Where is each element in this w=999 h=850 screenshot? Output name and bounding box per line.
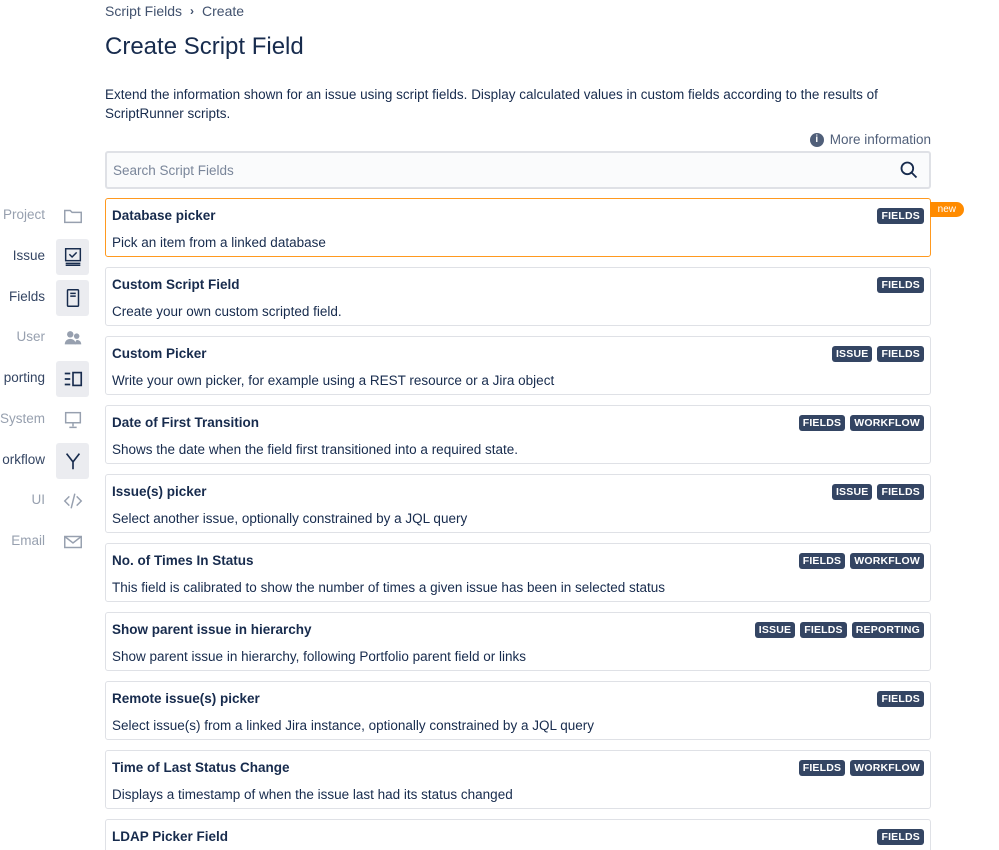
sidebar-item-email[interactable] <box>0 524 92 560</box>
sidebar-item-label: User <box>16 329 45 344</box>
tag-group <box>832 346 924 362</box>
list-item[interactable] <box>105 681 931 740</box>
field-title: LDAP Picker Field <box>112 829 229 844</box>
sidebar-item-label: orkflow <box>2 452 45 467</box>
new-badge: new <box>930 202 964 217</box>
tag-group <box>877 208 924 224</box>
sidebar-item-label: porting <box>3 370 45 385</box>
sidebar-item-workflow[interactable] <box>0 443 92 479</box>
sidebar-item-reporting[interactable] <box>0 361 92 397</box>
sidebar-item-fields[interactable] <box>0 280 92 316</box>
code-icon <box>56 483 89 519</box>
breadcrumb-current: Create <box>202 3 245 19</box>
field-description: Create your own custom scripted field. <box>112 304 342 319</box>
tag-badge: FIELDS <box>877 484 924 500</box>
field-title: Remote issue(s) picker <box>112 691 260 706</box>
tag-group <box>755 622 924 638</box>
sidebar-item-label: Email <box>11 533 45 548</box>
tag-badge: FIELDS <box>877 277 924 293</box>
tag-badge: FIELDS <box>799 760 846 776</box>
field-title: Date of First Transition <box>112 415 260 430</box>
users-icon <box>56 320 89 356</box>
tag-badge: WORKFLOW <box>850 553 924 569</box>
tag-group <box>877 691 924 707</box>
fields-doc-icon <box>56 280 89 316</box>
tag-badge: FIELDS <box>877 208 924 224</box>
tag-group <box>877 829 924 845</box>
field-description: Shows the date when the field first transitioned into a required state. <box>112 442 518 457</box>
tag-badge: WORKFLOW <box>850 760 924 776</box>
workflow-icon <box>56 443 89 479</box>
field-title: Custom Script Field <box>112 277 240 292</box>
list-item[interactable] <box>105 474 931 533</box>
field-title: Issue(s) picker <box>112 484 207 499</box>
list-item[interactable] <box>105 819 931 850</box>
sidebar-item-project[interactable] <box>0 198 92 234</box>
breadcrumb <box>105 3 244 19</box>
page-title: Create Script Field <box>105 33 304 60</box>
tag-badge: ISSUE <box>755 622 796 638</box>
field-description: Select issue(s) from a linked Jira instance, optionally constrained by a JQL query <box>112 718 594 733</box>
sidebar-item-label: Project <box>2 207 45 222</box>
list-item[interactable] <box>105 612 931 671</box>
chevron-right-icon: › <box>190 4 195 18</box>
tag-group <box>799 553 924 569</box>
tag-badge: ISSUE <box>832 484 873 500</box>
info-icon: i <box>810 133 824 147</box>
page-description: Extend the information shown for an issue using script fields. Display calculated values in custom fields according to the results of ScriptRunner scripts. <box>105 87 878 121</box>
field-description: Pick an item from a linked database <box>112 235 326 250</box>
sidebar-item-ui[interactable] <box>0 483 92 519</box>
tag-badge: REPORTING <box>852 622 924 638</box>
sidebar-item-user[interactable] <box>0 320 92 356</box>
sidebar-item-label: System <box>0 411 45 426</box>
field-title: Custom Picker <box>112 346 207 361</box>
reporting-icon <box>56 361 89 397</box>
tag-badge: WORKFLOW <box>850 415 924 431</box>
email-icon <box>56 524 89 560</box>
tag-badge: FIELDS <box>799 415 846 431</box>
list-item[interactable] <box>105 198 956 257</box>
tag-badge: ISSUE <box>832 346 873 362</box>
field-title: Database picker <box>112 208 216 223</box>
list-item[interactable] <box>105 336 931 395</box>
field-description: Write your own picker, for example using a REST resource or a Jira object <box>112 373 555 388</box>
breadcrumb-link-script-fields[interactable]: Script Fields <box>105 3 183 19</box>
field-description: Displays a timestamp of when the issue last had its status changed <box>112 787 513 802</box>
folder-icon <box>56 198 89 234</box>
more-information-label: More information <box>829 132 931 147</box>
issue-screen-icon <box>56 239 89 275</box>
tag-group <box>832 484 924 500</box>
tag-badge: FIELDS <box>877 829 924 845</box>
monitor-icon <box>56 402 89 438</box>
tag-group <box>799 760 924 776</box>
list-item[interactable] <box>105 750 931 809</box>
list-item[interactable] <box>105 405 931 464</box>
field-description: Show parent issue in hierarchy, following Portfolio parent field or links <box>112 649 526 664</box>
search-input[interactable] <box>107 153 889 187</box>
field-title: Time of Last Status Change <box>112 760 290 775</box>
tag-group <box>799 415 924 431</box>
tag-badge: FIELDS <box>877 691 924 707</box>
field-title: Show parent issue in hierarchy <box>112 622 312 637</box>
sidebar-item-label: Issue <box>12 248 45 263</box>
sidebar-item-system[interactable] <box>0 402 92 438</box>
search-icon[interactable] <box>889 153 929 187</box>
tag-badge: FIELDS <box>799 553 846 569</box>
field-title: No. of Times In Status <box>112 553 254 568</box>
tag-badge: FIELDS <box>800 622 847 638</box>
field-description: This field is calibrated to show the number of times a given issue has been in selected status <box>112 580 666 595</box>
more-information-link[interactable] <box>810 132 931 147</box>
field-description: Select another issue, optionally constrained by a JQL query <box>112 511 468 526</box>
list-item[interactable] <box>105 267 931 326</box>
list-item[interactable] <box>105 543 931 602</box>
tag-group <box>877 277 924 293</box>
search-box <box>105 151 931 189</box>
sidebar-item-label: UI <box>31 492 45 507</box>
tag-badge: FIELDS <box>877 346 924 362</box>
sidebar-item-issue[interactable] <box>0 239 92 275</box>
sidebar-item-label: Fields <box>8 289 45 304</box>
